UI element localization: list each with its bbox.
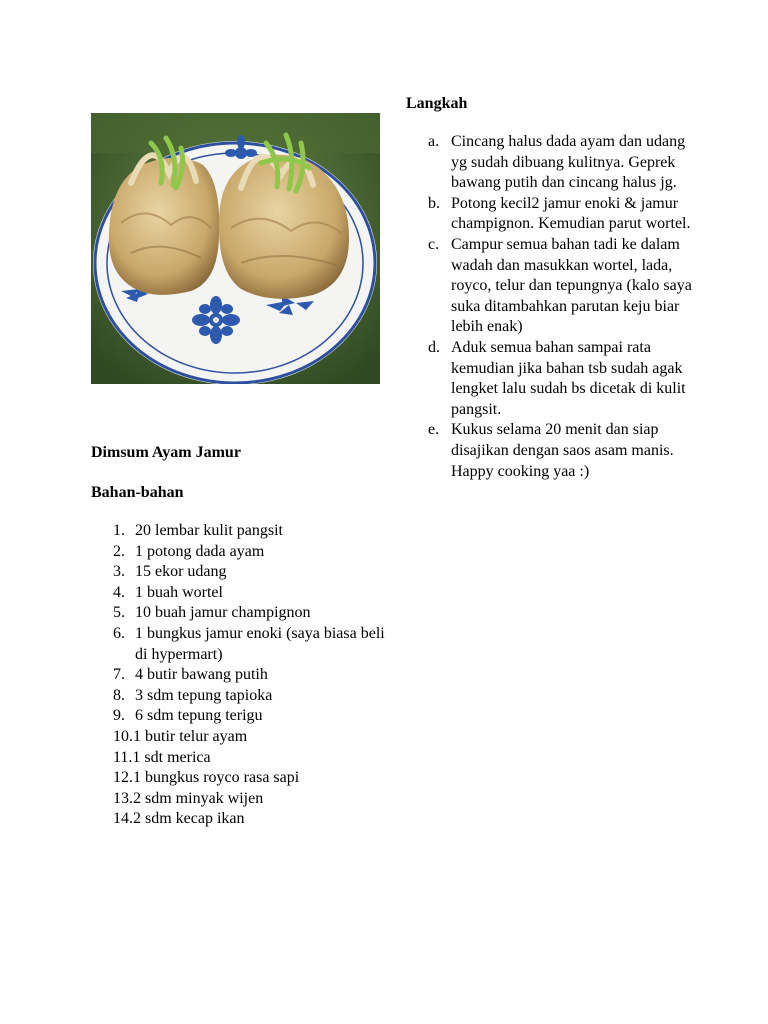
ingredient-item	[91, 624, 391, 665]
ingredient-item	[91, 542, 391, 563]
step-item-text: Kukus selama 20 menit dan siap disajikan dengan saos asam manis. Happy cooking yaa :)	[451, 421, 674, 480]
ingredient-item-text: 1 bungkus royco rasa sapi	[133, 769, 300, 787]
ingredient-item	[91, 789, 391, 810]
step-item-number: a.	[428, 133, 440, 150]
ingredient-item-number: 7.	[113, 666, 125, 684]
ingredient-item	[91, 748, 391, 769]
ingredient-item-number: 6.	[113, 624, 125, 642]
step-item	[406, 194, 696, 235]
ingredient-item	[91, 583, 391, 604]
ingredient-item-number: 2.	[113, 542, 125, 560]
ingredient-item-number: 3.	[113, 563, 125, 581]
step-item-text: Campur semua bahan tadi ke dalam wadah dan masukkan wortel, lada, royco, telur dan tepungnya (kalo saya suka ditambahkan parutan keju biar lebih enak)	[451, 235, 692, 336]
step-item-text: Potong kecil2 jamur enoki & jamur champignon. Kemudian parut wortel.	[451, 194, 691, 233]
ingredient-item	[91, 809, 391, 830]
ingredient-item-text: 2 sdm kecap ikan	[133, 810, 245, 828]
ingredient-item-number: 9.	[113, 707, 125, 725]
step-item-text: Aduk semua bahan sampai rata kemudian jika bahan tsb sudah agak lengket lalu sudah bs dicetak di kulit pangsit.	[451, 338, 686, 418]
steps-list	[406, 132, 696, 482]
recipe-title: Dimsum Ayam Jamur	[91, 444, 241, 461]
step-item	[406, 235, 696, 338]
step-item-number: c.	[428, 235, 440, 253]
step-item	[406, 420, 696, 482]
ingredient-item	[91, 768, 391, 789]
ingredient-item-number: 5.	[113, 604, 125, 622]
ingredient-item-text: 1 potong dada ayam	[135, 542, 265, 560]
ingredient-item-number: 14.	[113, 810, 133, 828]
ingredient-item-text: 1 butir telur ayam	[133, 727, 248, 745]
ingredients-heading: Bahan-bahan	[91, 484, 184, 501]
step-item	[406, 132, 696, 194]
ingredient-item-text: 1 buah wortel	[135, 583, 223, 601]
ingredient-item-text: 20 lembar kulit pangsit	[135, 522, 283, 539]
ingredient-item	[91, 665, 391, 686]
ingredient-item-text: 3 sdm tepung tapioka	[135, 686, 273, 704]
ingredient-item-text: 10 buah jamur champignon	[135, 604, 311, 622]
ingredient-item	[91, 521, 391, 542]
ingredient-item-text: 1 bungkus jamur enoki (saya biasa beli di hypermart)	[135, 624, 385, 663]
ingredient-item-number: 13.	[113, 789, 133, 807]
ingredient-item-text: 1 sdt merica	[132, 748, 211, 766]
step-item-number: e.	[428, 421, 440, 439]
ingredient-item-number: 12.	[113, 769, 133, 787]
ingredient-item	[91, 562, 391, 583]
ingredient-item-text: 15 ekor udang	[135, 563, 227, 581]
ingredient-item-number: 10.	[113, 727, 133, 745]
ingredient-item-text: 2 sdm minyak wijen	[133, 789, 264, 807]
dimsum-photo	[91, 113, 380, 384]
step-item-number: b.	[428, 194, 440, 212]
ingredient-item-number: 11.	[113, 748, 133, 766]
ingredient-item	[91, 686, 391, 707]
ingredient-item-number: 1.	[113, 522, 125, 539]
steps-heading: Langkah	[406, 95, 468, 112]
ingredient-item-text: 6 sdm tepung terigu	[135, 707, 263, 725]
ingredient-item-text: 4 butir bawang putih	[135, 666, 268, 684]
step-item	[406, 338, 696, 420]
ingredient-item-number: 8.	[113, 686, 125, 704]
ingredient-item	[91, 706, 391, 727]
ingredients-list	[91, 521, 391, 830]
ingredient-item	[91, 727, 391, 748]
step-item-text: Cincang halus dada ayam dan udang yg sudah dibuang kulitnya. Geprek bawang putih dan cincang halus jg.	[451, 133, 686, 192]
ingredient-item-number: 4.	[113, 583, 125, 601]
ingredient-item	[91, 603, 391, 624]
step-item-number: d.	[428, 338, 440, 356]
